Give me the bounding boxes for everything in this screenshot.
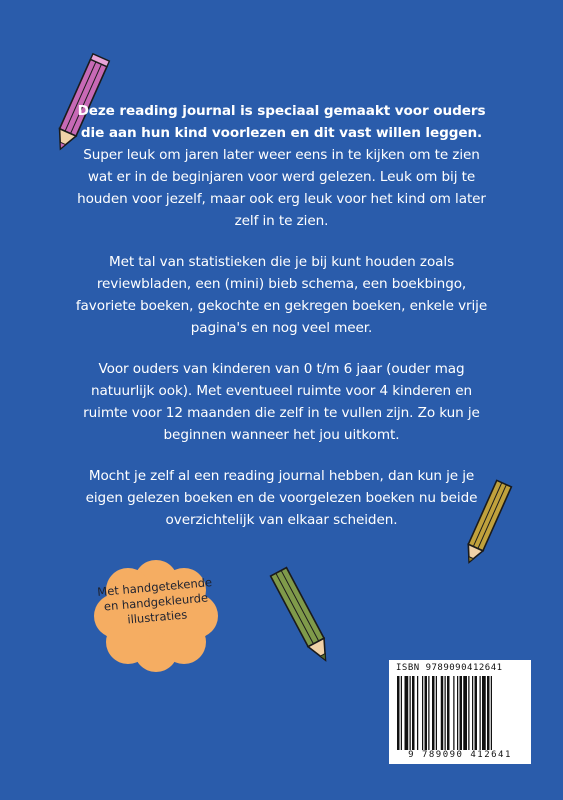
barcode-digits: 9 789090 412641 <box>408 750 512 760</box>
barcode-bar <box>401 676 402 750</box>
paragraph-intro <box>70 100 493 232</box>
paragraph-closing: Mocht je zelf al een reading journal hebben, dan kun je je eigen gelezen boeken en de voorgelezen boeken nu beide overzichtelijk van elkaar scheiden. <box>85 468 478 528</box>
barcode-bar <box>425 676 428 750</box>
barcode-bar <box>432 676 435 750</box>
barcode-bar <box>410 676 411 750</box>
barcode-bar <box>480 676 481 750</box>
barcode-bar <box>468 676 469 750</box>
green-pencil-icon <box>262 556 342 676</box>
barcode-bar <box>441 676 444 750</box>
isbn-barcode <box>389 660 531 764</box>
barcode-bar <box>447 676 450 750</box>
barcode-bar <box>457 676 458 750</box>
barcode-bar <box>436 676 437 750</box>
barcode-bar <box>460 676 463 750</box>
isbn-label: ISBN 9789090412641 <box>396 663 503 673</box>
barcode-bar <box>422 676 423 750</box>
barcode-bar <box>475 676 478 750</box>
barcode-bar <box>417 676 418 750</box>
intro-text: Super leuk om jaren later weer eens in te kijken om te zien wat er in de beginjaren voor werd gelezen. Leuk om bij te houden voor jezelf, maar ook erg leuk voor het kind om later zelf in te zien. <box>77 147 486 229</box>
barcode-bar <box>472 676 473 750</box>
barcode-bar <box>412 676 415 750</box>
barcode-bar <box>397 676 400 750</box>
barcode-bar <box>482 676 486 750</box>
barcode-bar <box>463 676 467 750</box>
badge-text: Met handgetekende en handgekleurde illustraties <box>96 575 213 627</box>
paragraph-audience: Voor ouders van kinderen van 0 t/m 6 jaar (ouder mag natuurlijk ook). Met eventueel ruimte voor 4 kinderen en ruimte voor 12 maanden die zelf in te vullen zijn. Zo kun je beginnen wanneer het jou uitkomt. <box>83 361 480 443</box>
paragraph-statistics: Met tal van statistieken die je bij kunt houden zoals reviewbladen, een (mini) bieb schema, een boekbingo, favoriete boeken, gekochte en gekregen boeken, enkele vrije pagina's en nog veel meer. <box>75 254 488 336</box>
intro-bold-text: Deze reading journal is speciaal gemaakt voor ouders die aan hun kind voorlezen en dit vast willen leggen. <box>77 103 486 141</box>
barcode-bar <box>405 676 409 750</box>
barcode-bar <box>445 676 446 750</box>
illustrations-badge <box>86 560 226 672</box>
barcode-bar <box>428 676 429 750</box>
barcode-bar <box>487 676 490 750</box>
barcode-bars <box>395 676 525 750</box>
description-text <box>70 100 493 550</box>
barcode-bar <box>453 676 454 750</box>
barcode-bar <box>491 676 492 750</box>
